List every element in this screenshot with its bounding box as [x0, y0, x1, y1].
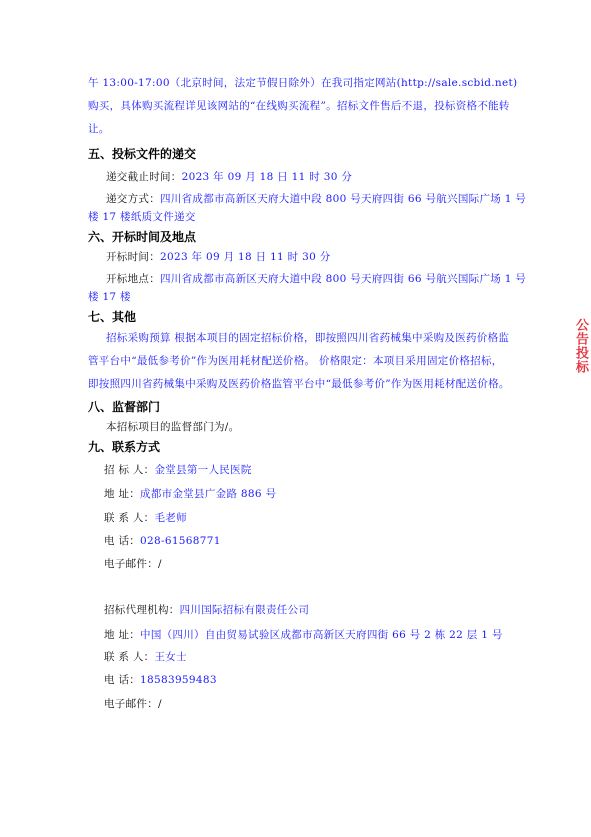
- tenderer-contact-value: 毛老师: [154, 512, 187, 524]
- purchase-paragraph-line-3: 让。: [88, 123, 110, 135]
- opening-time-label: 开标时间：: [106, 251, 160, 263]
- tenderer-phone: [104, 534, 221, 548]
- other-paragraph-line-3: 即按照四川省药械集中采购及医药价格监管平台中“最低参考价”作为医用耗材配送价格。: [88, 378, 510, 390]
- tenderer-email-value: /: [158, 558, 162, 570]
- tenderer-address-value: 成都市金堂县广金路 886 号: [140, 488, 277, 500]
- tenderer-contact-label: 联 系 人：: [104, 512, 155, 524]
- opening-time: [106, 250, 331, 264]
- agency-name-label: 招标代理机构：: [104, 604, 180, 616]
- tenderer-address-label: 地 址：: [104, 488, 141, 500]
- agency-phone: [104, 673, 217, 687]
- other-paragraph-line-1: 招标采购预算 根据本项目的固定招标价格，即按照四川省药械集中采购及医药价格监: [106, 332, 510, 344]
- agency-contact-value: 王女士: [154, 651, 187, 663]
- submission-deadline: [106, 170, 352, 184]
- section-5-heading: 五、投标文件的递交: [88, 147, 197, 161]
- agency-address-label: 地 址：: [104, 629, 141, 641]
- agency-phone-label: 电 话：: [104, 674, 141, 686]
- tenderer-email: [104, 557, 162, 571]
- submission-method: [106, 192, 526, 206]
- other-paragraph-line-2: 管平台中“最低参考价”作为医用耗材配送价格。 价格限定：本项目采用固定价格招标，: [88, 355, 503, 367]
- agency-address: [104, 628, 503, 642]
- tenderer-name: [104, 463, 252, 477]
- agency-contact-label: 联 系 人：: [104, 651, 155, 663]
- agency-email-value: /: [158, 698, 162, 710]
- opening-location-value: 四川省成都市高新区天府大道中段 800 号天府四街 66 号航兴国际广场 1 号: [160, 273, 527, 285]
- opening-location-label: 开标地点：: [106, 273, 160, 285]
- section-9-heading: 九、联系方式: [88, 440, 161, 454]
- tenderer-name-label: 招 标 人：: [104, 464, 155, 476]
- submission-deadline-label: 递交截止时间：: [106, 171, 182, 183]
- opening-location-line-2: 楼 17 楼: [88, 291, 131, 303]
- submission-method-value: 四川省成都市高新区天府大道中段 800 号天府四街 66 号航兴国际广场 1 号: [160, 193, 527, 205]
- submission-method-label: 递交方式：: [106, 193, 160, 205]
- agency-name: [104, 603, 309, 617]
- red-seal-stamp: 公告投标: [573, 318, 588, 374]
- agency-email-label: 电子邮件：: [104, 698, 158, 710]
- tenderer-name-value: 金堂县第一人民医院: [154, 464, 252, 476]
- tenderer-phone-label: 电 话：: [104, 535, 141, 547]
- tenderer-address: [104, 487, 276, 501]
- purchase-paragraph-line-2: 购买，具体购买流程详见该网站的“在线购买流程”。招标文件售后不退，投标资格不能转: [88, 100, 510, 112]
- agency-name-value: 四川国际招标有限责任公司: [179, 604, 310, 616]
- section-7-heading: 七、其他: [88, 310, 137, 324]
- agency-phone-value: 18583959483: [140, 674, 217, 686]
- section-6-heading: 六、开标时间及地点: [88, 230, 197, 244]
- opening-location: [106, 272, 526, 286]
- tenderer-email-label: 电子邮件：: [104, 558, 158, 570]
- tenderer-contact: [104, 511, 187, 525]
- section-8-heading: 八、监督部门: [88, 400, 161, 414]
- agency-address-value: 中国（四川）自由贸易试验区成都市高新区天府四街 66 号 2 栋 22 层 1 号: [140, 629, 503, 641]
- submission-method-line-2: 楼 17 楼纸质文件递交: [88, 211, 196, 223]
- tenderer-phone-value: 028-61568771: [140, 535, 221, 547]
- agency-contact: [104, 650, 187, 664]
- opening-time-value: 2023 年 09 月 18 日 11 时 30 分: [160, 251, 331, 263]
- agency-email: [104, 697, 162, 711]
- supervision-text: 本招标项目的监督部门为/。: [106, 421, 240, 433]
- purchase-paragraph-line-1: 午 13:00-17:00（北京时间，法定节假日除外）在我司指定网站(http://sale.scbid.net): [88, 77, 518, 89]
- submission-deadline-value: 2023 年 09 月 18 日 11 时 30 分: [181, 171, 353, 183]
